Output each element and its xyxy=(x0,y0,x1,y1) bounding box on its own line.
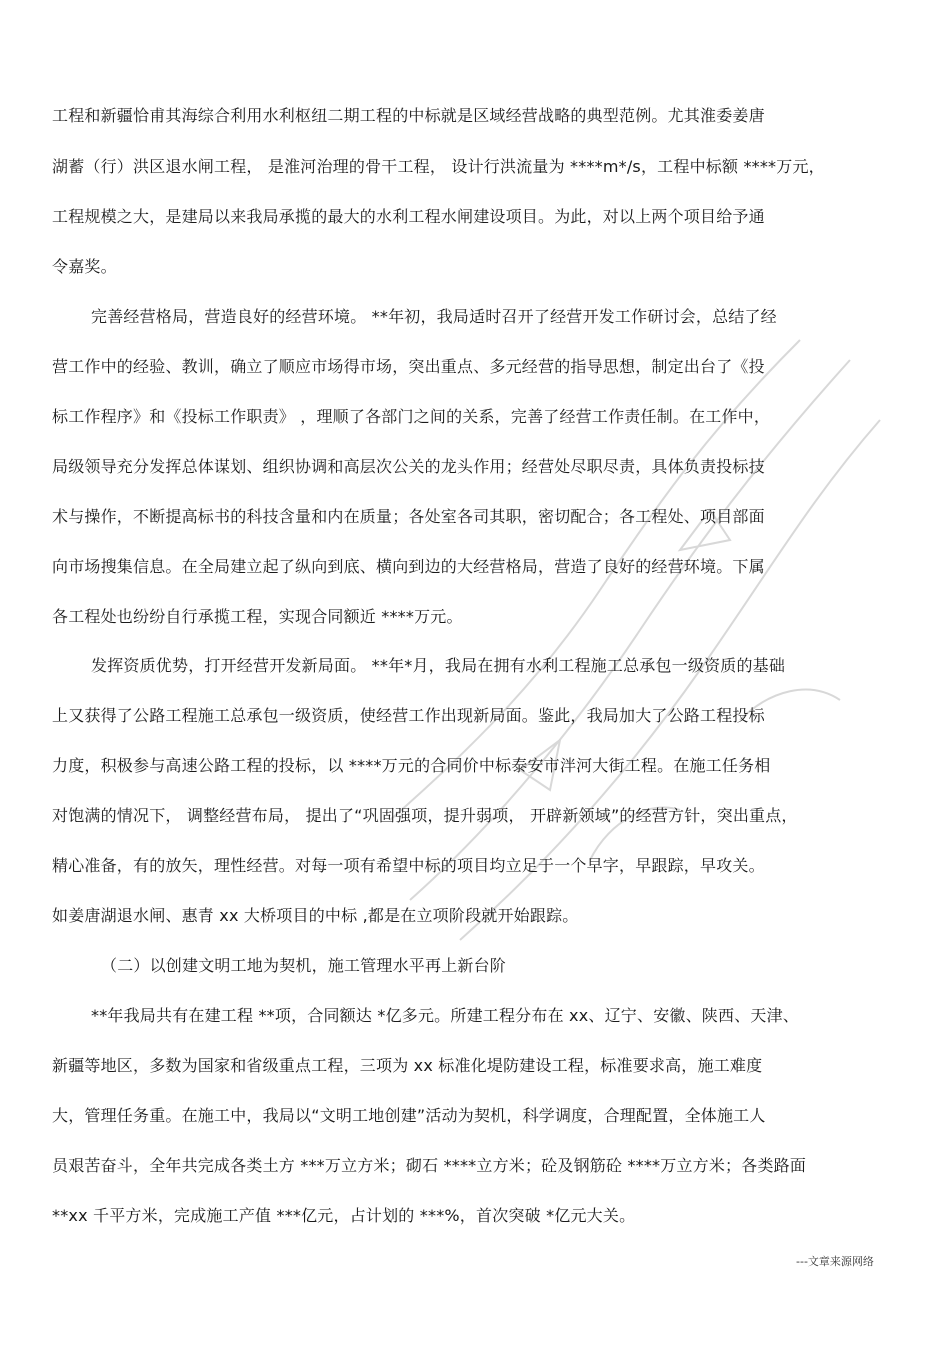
para3-line4: 对饱满的情况下， 调整经营布局， 提出了“巩固强项，提升弱项， 开辟新领域”的经营方针，突出重点， xyxy=(52,806,798,825)
para3-line2: 上又获得了公路工程施工总承包一级资质，使经营工作出现新局面。鉴此，我局加大了公路工程投标 xyxy=(52,706,765,725)
para5-line3: 大，管理任务重。在施工中，我局以“文明工地创建”活动为契机，科学调度，合理配置，全体施工人 xyxy=(52,1106,766,1125)
para5-line1: **年我局共有在建工程 **项，合同额达 *亿多元。所建工程分布在 xx、辽宁、安徽、陕西、天津、 xyxy=(91,1006,799,1025)
para5-line2: 新疆等地区，多数为国家和省级重点工程，三项为 xx 标准化堤防建设工程，标准要求高，施工难度 xyxy=(52,1056,763,1075)
para3-line1: 发挥资质优势，打开经营开发新局面。 **年*月，我局在拥有水利工程施工总承包一级资质的基础 xyxy=(91,656,786,675)
para2-line2: 营工作中的经验、教训，确立了顺应市场得市场，突出重点、多元经营的指导思想，制定出台了《投 xyxy=(52,357,765,376)
section-heading: （二）以创建文明工地为契机，施工管理水平再上新台阶 xyxy=(101,956,507,975)
para2-line7: 各工程处也纷纷自行承揽工程，实现合同额近 ****万元。 xyxy=(52,607,463,626)
para5-line5: **xx 千平方米，完成施工产值 ***亿元，占计划的 ***%，首次突破 *亿元大关。 xyxy=(52,1206,636,1225)
para5-line4: 员艰苦奋斗，全年共完成各类土方 ***万立方米；砌石 ****立方米；砼及钢筋砼 ****万立方米；各类路面 xyxy=(52,1156,807,1175)
para1-line3: 工程规模之大，是建局以来我局承揽的最大的水利工程水闸建设项目。为此，对以上两个项目给予通 xyxy=(52,207,765,226)
para1-line2: 湖蓄（行）洪区退水闸工程， 是淮河治理的骨干工程， 设计行洪流量为 ****m*/s，工程中标额 ****万元， xyxy=(52,157,825,176)
para2-line5: 术与操作，不断提高标书的科技含量和内在质量；各处室各司其职，密切配合；各工程处、项目部面 xyxy=(52,507,765,526)
para3-line6: 如姜唐湖退水闸、惠青 xx 大桥项目的中标 ,都是在立项阶段就开始跟踪。 xyxy=(52,906,579,925)
para2-line6: 向市场搜集信息。在全局建立起了纵向到底、横向到边的大经营格局，营造了良好的经营环境。下属 xyxy=(52,557,765,576)
para3-line3: 力度，积极参与高速公路工程的投标，以 ****万元的合同价中标泰安市泮河大街工程。在施工任务相 xyxy=(52,756,771,775)
para2-line3: 标工作程序》和《投标工作职责》 ，理顺了各部门之间的关系，完善了经营工作责任制。在工作中， xyxy=(52,407,771,426)
para1-line1: 工程和新疆恰甫其海综合利用水利枢纽二期工程的中标就是区域经营战略的典型范例。尤其淮委姜唐 xyxy=(52,106,765,125)
para2-line4: 局级领导充分发挥总体谋划、组织协调和高层次公关的龙头作用；经营处尽职尽责，具体负责投标技 xyxy=(52,457,765,476)
para1-line4: 令嘉奖。 xyxy=(52,257,117,276)
para2-line1: 完善经营格局，营造良好的经营环境。 **年初，我局适时召开了经营开发工作研讨会，总结了经 xyxy=(91,307,777,326)
para3-line5: 精心准备，有的放矢，理性经营。对每一项有希望中标的项目均立足于一个早字，早跟踪，早攻关。 xyxy=(52,856,765,875)
source-footer: ---文章来源网络 xyxy=(796,1255,874,1268)
